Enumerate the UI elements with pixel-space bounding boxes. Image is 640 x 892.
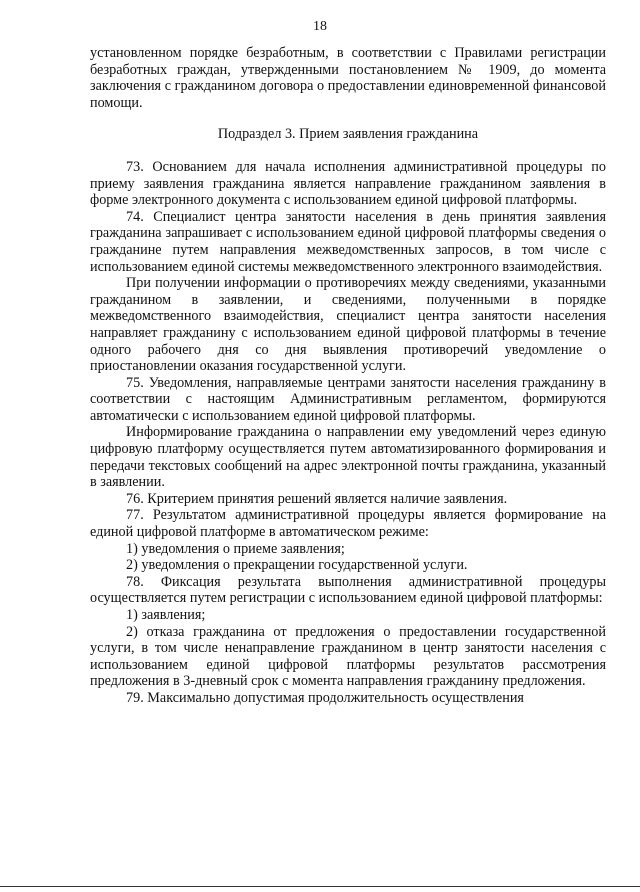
paragraph-79: 79. Максимально допустимая продолжительность осуществления [126,689,524,706]
document-body [90,45,606,707]
paragraph-74: 74. Специалист центра занятости населения в день принятия заявления гражданина запрашивает с использованием единой цифровой платформы сведения о гражданине путем направления межведомственных запросов, в том числе с использованием единой системы межведомственного электронного взаимодействия. [90,208,606,275]
list-item-78-1: 1) заявления; [126,607,206,623]
list-item-78-2: 2) отказа гражданина от предложения о предоставлении государственной услуги, в том числе ненаправление гражданином в центр занятости населения с использованием единой цифровой платформы результатов рассмотрения предложения в 3-дневный срок с момента направления гражданину предложения. [90,623,606,690]
paragraph-75: 75. Уведомления, направляемые центрами занятости населения гражданину в соответствии с настоящим Административным регламентом, формируются автоматически с использованием единой цифровой платформы. [90,374,606,424]
paragraph-74-contradictions: При получении информации о противоречиях между сведениями, указанными гражданином в заявлении, и сведениями, полученными в порядке межведомственного взаимодействия, специалист центра занятости населения направляет гражданину с использованием единой цифровой платформы в течение одного рабочего дня со дня выявления противоречий уведомление о приостановлении оказания государственной услуги. [90,275,606,375]
paragraph-75-informing: Информирование гражданина о направлении ему уведомлений через единую цифровую платформу осуществляется путем автоматизированного формирования и передачи текстовых сообщений на адрес электронной почты гражданина, указанный в заявлении. [90,424,606,491]
paragraph-73: 73. Основанием для начала исполнения административной процедуры по приему заявления гражданина является направление гражданином заявления в форме электронного документа с использованием единой цифровой платформы. [90,158,606,209]
intro-paragraph: установленном порядке безработным, в соответствии с Правилами регистрации безработных граждан, утвержденными постановлением № 1909, до момента заключения с гражданином договора о предоставлении единовременной финансовой помощи. [90,45,606,111]
page-number: 18 [313,19,327,34]
subsection-title: Подраздел 3. Прием заявления гражданина [217,126,479,143]
paragraph-78: 78. Фиксация результата выполнения административной процедуры осуществляется путем регистрации с использованием единой цифровой платформы: [90,573,606,607]
paragraph-76: 76. Критерием принятия решений является наличие заявления. [126,490,508,507]
list-item-77-2: 2) уведомления о прекращении государственной услуги. [126,557,468,574]
list-item-77-1: 1) уведомления о приеме заявления; [126,540,345,557]
paragraph-77: 77. Результатом административной процедуры является формирование на единой цифровой платформе в автоматическом режиме: [90,507,606,541]
bottom-divider [0,886,640,887]
